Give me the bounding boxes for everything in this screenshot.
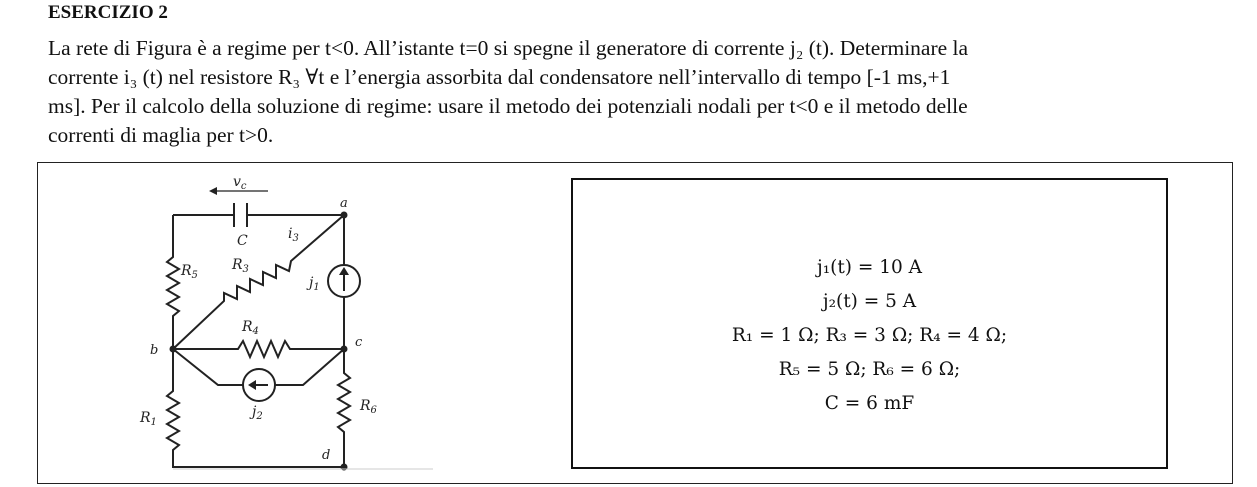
problem-line: ms]. Per il calcolo della soluzione di regime: usare il metodo dei potenziali nodali per t<0 e il metodo delle [48,94,968,118]
node-a-dot [341,212,348,219]
label-j1: $j_1$ [309,275,320,293]
j2-branch [173,349,344,385]
node-c-dot [341,346,348,353]
data-box [571,178,1168,469]
resistor-r5 [167,215,179,349]
arrow-head-icon [209,187,217,195]
label-r5: $R_5$ [181,263,198,281]
label-capacitor: C [237,233,248,249]
equation-resistors-2: R₅ = 5 Ω; R₆ = 6 Ω; [778,359,961,380]
arrow-head-icon [339,267,349,275]
problem-line: correnti di maglia per t>0. [48,123,274,147]
node-b-dot [170,346,177,353]
problem-line: La rete di Figura è a regime per t<0. All’istante t=0 si spegne il generatore di corrente j₂ (t). Determinare la [48,36,969,60]
label-r4: $R_4$ [242,319,259,337]
label-r1: $R_1$ [140,410,157,428]
arrow-head-icon [248,380,256,390]
label-i3: $i_3$ [288,226,299,244]
figure-frame [37,162,1233,484]
label-node-a: a [340,196,348,211]
problem-line: corrente i₃ (t) nel resistore R₃ ∀t e l’energia assorbita dal condensatore nell’intervallo di tempo [-1 ms,+1 [48,65,951,89]
equation-j2: j₂(t) = 5 A [822,291,917,312]
resistor-r4 [173,341,344,357]
label-node-b: b [150,343,159,358]
exercise-title: ESERCIZIO 2 [48,2,168,23]
circuit-diagram [38,163,488,485]
resistor-r6 [338,349,350,467]
label-node-c: c [355,335,363,350]
label-node-d: d [322,448,331,463]
equation-list [573,251,1166,421]
problem-statement [48,34,1208,150]
label-r3: $R_3$ [232,257,249,275]
equation-capacitance: C = 6 mF [824,393,915,414]
label-r6: $R_6$ [360,398,377,416]
equation-j1: j₁(t) = 10 A [816,257,923,278]
label-vc: $v_c$ [233,174,247,192]
equation-resistors-1: R₁ = 1 Ω; R₃ = 3 Ω; R₄ = 4 Ω; [731,325,1008,346]
label-j2: $j_2$ [252,404,263,422]
